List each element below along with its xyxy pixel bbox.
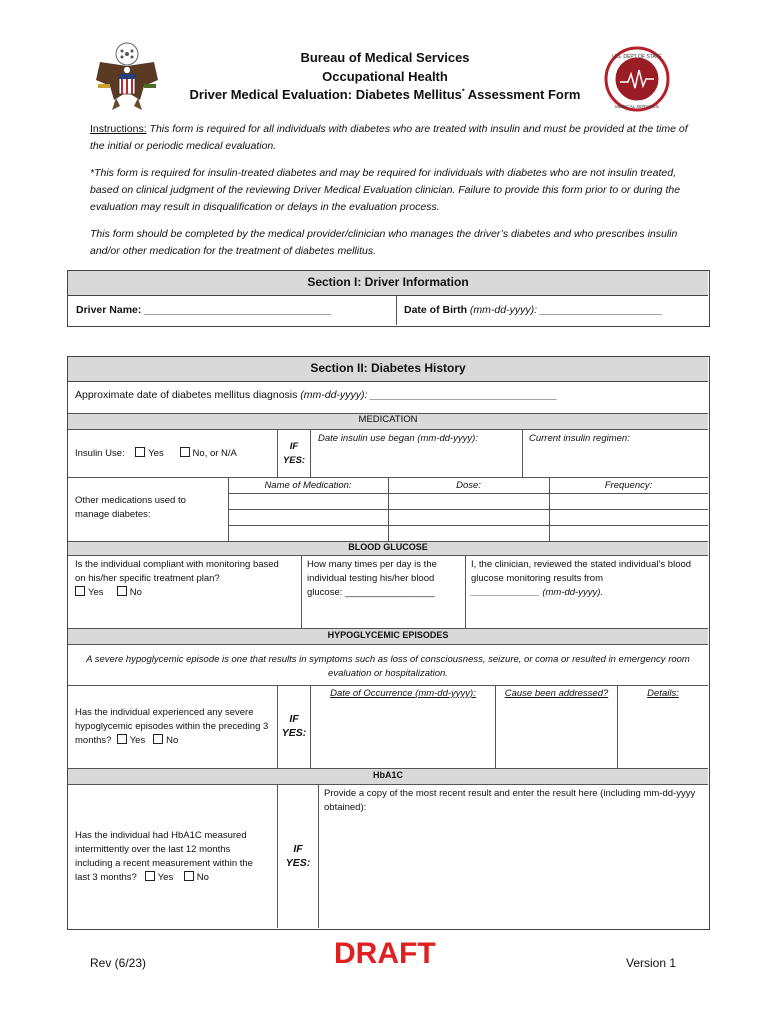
- revision-label: Rev (6/23): [90, 956, 147, 970]
- blood-glucose-header: BLOOD GLUCOSE: [348, 542, 428, 552]
- col-medication-name: Name of Medication:: [264, 480, 352, 491]
- version-label: Version 1: [626, 956, 677, 970]
- clinician-review-field[interactable]: I, the clinician, reviewed the stated individual’s blood glucose monitoring results from _____________ (mm-dd-yyyy).: [471, 559, 692, 598]
- driver-name-field[interactable]: Driver Name: ________________________________: [76, 304, 332, 316]
- section-2-title: Section II: Diabetes History: [310, 361, 466, 375]
- hypoglycemic-question: Has the individual experienced any severe hypoglycemic episodes within the preceding 3 months? Yes No: [75, 707, 269, 746]
- hba1c-yes-checkbox[interactable]: Yes: [145, 872, 174, 883]
- instructions-paragraph: Instructions: This form is required for all individuals with diabetes who are treated with insulin and must be provided at the time of the initial or periodic medical evaluation.: [90, 123, 688, 152]
- svg-text:MEDICAL SERVICES: MEDICAL SERVICES: [615, 104, 659, 109]
- col-details: Details:: [647, 688, 679, 699]
- if-yes-label: IF YES:: [282, 441, 306, 466]
- draft-stamp: DRAFT: [334, 937, 436, 970]
- section-1-title: Section I: Driver Information: [307, 275, 469, 289]
- section-1-box: [67, 270, 710, 327]
- col-dose: Dose:: [456, 480, 481, 491]
- insulin-yes-checkbox[interactable]: Yes: [135, 448, 164, 459]
- section-2-box: [67, 356, 710, 930]
- svg-text:U.S. DEPT OF STATE: U.S. DEPT OF STATE: [612, 54, 662, 60]
- compliance-question: Is the individual compliant with monitoring based on his/her specific treatment plan? Yes No: [75, 559, 279, 598]
- hypo-no-checkbox[interactable]: No: [153, 735, 178, 746]
- medication-header: MEDICATION: [358, 414, 418, 425]
- header-line-2: Occupational Health: [322, 69, 448, 84]
- diagnosis-date-field[interactable]: Approximate date of diabetes mellitus diagnosis (mm-dd-yyyy): ________________________________: [75, 389, 558, 401]
- header-line-1: Bureau of Medical Services: [300, 50, 470, 65]
- col-frequency: Frequency:: [604, 480, 653, 491]
- testing-frequency-field[interactable]: How many times per day is the individual testing his/her blood glucose: _________________: [307, 559, 437, 598]
- insulin-no-checkbox[interactable]: No, or N/A: [180, 448, 237, 459]
- hypo-if-yes-label: IF YES:: [281, 713, 307, 739]
- hypoglycemic-header: HYPOGLYCEMIC EPISODES: [327, 630, 449, 640]
- insulin-start-date-field[interactable]: Date insulin use began (mm-dd-yyyy):: [318, 433, 478, 444]
- compliance-yes-checkbox[interactable]: Yes: [75, 587, 104, 598]
- compliance-no-checkbox[interactable]: No: [117, 587, 142, 598]
- hba1c-no-checkbox[interactable]: No: [184, 872, 209, 883]
- form-title: Driver Medical Evaluation: Diabetes Mellitus* Assessment Form: [189, 87, 581, 102]
- hba1c-header: HbA1C: [372, 770, 403, 780]
- other-medications-label: Other medications used to manage diabetes:: [75, 495, 186, 520]
- col-date-of-occurrence: Date of Occurrence (mm-dd-yyyy):: [330, 688, 476, 699]
- hypoglycemic-definition: A severe hypoglycemic episode is one that results in symptoms such as loss of consciousness, seizure, or coma or resulted in emergency room evaluation or hospitalization.: [86, 654, 690, 679]
- insulin-use-question: Insulin Use: Yes No, or N/A: [75, 448, 237, 459]
- provider-paragraph: This form should be completed by the medical provider/clinician who manages the driver’s diabetes and who prescribes insulin and/or other medication for the treatment of diabetes mellitus.: [90, 228, 678, 257]
- insulin-requirement-paragraph: *This form is required for insulin-treated diabetes and may be required for individuals with diabetes who are not insulin treated, based on clinical judgment of the reviewing Driver Medical Evaluation clinician. Failure to provide this form prior to or during the evaluation may result in disqualification or delays in the evaluation process.: [90, 167, 681, 213]
- hypo-yes-checkbox[interactable]: Yes: [117, 735, 146, 746]
- hba1c-if-yes-label: IF YES:: [285, 843, 311, 869]
- insulin-regimen-field[interactable]: Current insulin regimen:: [529, 433, 630, 444]
- col-cause-addressed: Cause been addressed?: [504, 688, 609, 699]
- date-of-birth-field[interactable]: Date of Birth (mm-dd-yyyy): _____________________: [404, 304, 663, 316]
- hba1c-question: Has the individual had HbA1C measured intermittently over the last 12 months including a recent measurement within the last 3 months? Yes No: [75, 830, 253, 883]
- hba1c-result-field[interactable]: Provide a copy of the most recent result and enter the result here (including mm-dd-yyyy obtained):: [324, 788, 696, 813]
